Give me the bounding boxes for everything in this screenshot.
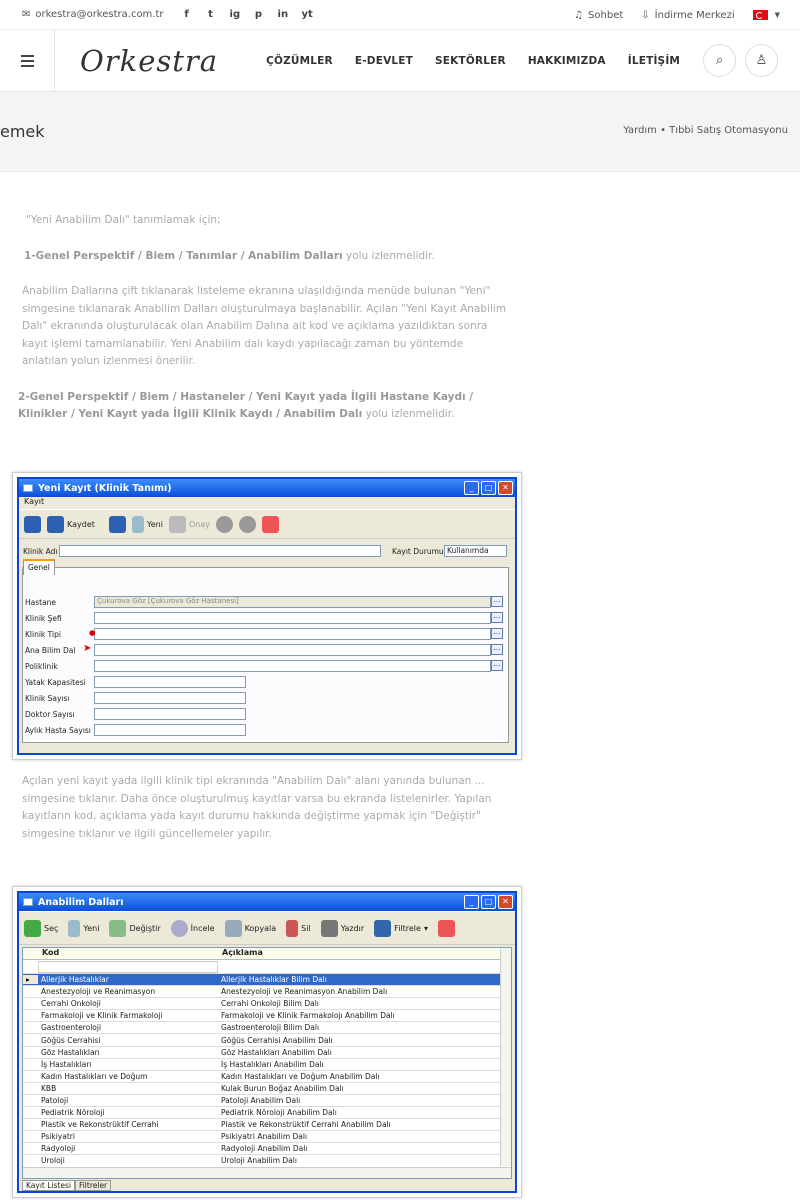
- minimize-icon[interactable]: _: [464, 895, 479, 909]
- cell-kod: Pediatrik Nöroloji: [41, 1108, 105, 1118]
- cell-aciklama: Anestezyoloji ve Reanimasyon Anabilim Dalı: [221, 987, 388, 997]
- field-input[interactable]: [94, 724, 246, 736]
- new-doc-icon: [68, 920, 80, 937]
- social-links: [182, 9, 312, 20]
- page-title: emek: [0, 122, 45, 141]
- table-row[interactable]: [23, 1047, 511, 1059]
- down-icon[interactable]: [239, 516, 256, 533]
- table-row[interactable]: [23, 1095, 511, 1107]
- field-label: Ana Bilim Dal: [25, 646, 76, 655]
- field-input[interactable]: Çukurova Göz [Çukurova Göz Hastanesi]: [94, 596, 491, 608]
- copy-icon: [225, 920, 242, 937]
- nav-item-solutions[interactable]: ÇÖZÜMLER: [266, 54, 333, 67]
- arrow-indicator-icon: ➤: [83, 643, 92, 654]
- cell-kod: Üroloji: [41, 1156, 65, 1166]
- cell-aciklama: Kadın Hastalıkları ve Doğum Anabilim Dalı: [221, 1071, 380, 1081]
- menu-kayit[interactable]: Kayıt: [19, 497, 515, 509]
- youtube-icon[interactable]: yt: [301, 9, 313, 20]
- label: Kayıt Durumu: [392, 547, 444, 556]
- field-label: Yatak Kapasitesi: [25, 678, 86, 687]
- delete-icon: [286, 920, 298, 937]
- user-icon[interactable]: ♙: [745, 44, 778, 77]
- cell-aciklama: Radyoloji Anabilim Dalı: [221, 1144, 308, 1154]
- cell-aciklama: Gastroenteroloji Bilim Dalı: [221, 1023, 320, 1033]
- degistir-button[interactable]: Değiştir: [109, 920, 160, 937]
- toolbar: [19, 911, 515, 945]
- table-row[interactable]: [23, 998, 511, 1010]
- cell-kod: Patoloji: [41, 1095, 69, 1105]
- cell-kod: Farmakoloji ve Klinik Farmakoloji: [41, 1011, 163, 1021]
- field-input[interactable]: [94, 660, 491, 672]
- field-input[interactable]: [94, 708, 246, 720]
- label: Klinik Adı: [23, 547, 58, 556]
- flag-icon: [753, 10, 768, 20]
- window-title: Yeni Kayıt (Klinik Tanımı): [38, 482, 172, 494]
- cell-kod: Cerrahi Onkoloji: [41, 999, 101, 1009]
- cell-kod: Plastik ve Rekonstrüktif Cerrahi: [41, 1120, 159, 1130]
- klinik-adi-input[interactable]: [59, 545, 381, 557]
- main-header: [0, 30, 800, 92]
- horizontal-scrollbar[interactable]: [23, 1167, 511, 1178]
- yazdir-button[interactable]: Yazdır: [321, 920, 364, 937]
- col-header-aciklama[interactable]: Açıklama: [222, 948, 263, 957]
- col-header-kod[interactable]: Kod: [42, 948, 60, 957]
- cell-aciklama: Psikiyatri Anabilim Dalı: [221, 1132, 308, 1142]
- filtrele-button[interactable]: Filtrele ▾: [374, 920, 428, 937]
- new-doc-icon: [132, 516, 144, 533]
- cell-kod: Allerjik Hastalıklar: [41, 975, 109, 985]
- table-row[interactable]: [23, 1034, 511, 1046]
- field-input[interactable]: [94, 644, 491, 656]
- kayit-durumu-select[interactable]: Kullanımda: [444, 545, 507, 557]
- table-row[interactable]: [23, 1155, 511, 1167]
- table-row[interactable]: [23, 1131, 511, 1143]
- cell-aciklama: Pediatrik Nöroloji Anabilim Dalı: [221, 1108, 337, 1118]
- kopyala-button[interactable]: Kopyala: [225, 920, 277, 937]
- field-input[interactable]: [94, 628, 491, 640]
- mail-icon: ✉: [22, 9, 31, 20]
- top-bar: [0, 0, 800, 30]
- lookup-button[interactable]: ...: [491, 628, 503, 639]
- field-label: Klinik Tipi: [25, 630, 61, 639]
- caret-down-icon: ▼: [774, 11, 780, 19]
- window-title: Anabilim Dalları: [38, 896, 124, 908]
- cell-kod: Anestezyoloji ve Reanimasyon: [41, 987, 156, 997]
- save-icon[interactable]: [24, 516, 41, 533]
- required-icon: ●: [89, 628, 96, 637]
- field-label: Klinik Sayısı: [25, 694, 70, 703]
- language-select[interactable]: [753, 10, 780, 20]
- cell-aciklama: Plastik ve Rekonstrüktif Cerrahi Anabilim Dalı: [221, 1120, 391, 1130]
- main-nav: [266, 55, 680, 67]
- cell-kod: Radyoloji: [41, 1144, 76, 1154]
- yeni-button[interactable]: Yeni: [132, 516, 163, 533]
- window-yeni-kayit: [17, 477, 517, 755]
- table-row[interactable]: [23, 1071, 511, 1083]
- breadcrumb[interactable]: Yardım • Tıbbi Satış Otomasyonu: [623, 125, 788, 136]
- check-icon[interactable]: [438, 920, 455, 937]
- magnifier-icon: [171, 920, 188, 937]
- cell-kod: Göz Hastalıkları: [41, 1047, 100, 1057]
- support-link[interactable]: ♫ Sohbet: [574, 9, 624, 21]
- cell-kod: Kadın Hastalıkları ve Doğum: [41, 1071, 148, 1081]
- save-icon: [47, 516, 64, 533]
- lookup-button[interactable]: ...: [491, 612, 503, 623]
- field-label: Klinik Şefi: [25, 614, 62, 623]
- cell-kod: KBB: [41, 1083, 57, 1093]
- nav-item-contact[interactable]: İLETİŞİM: [627, 54, 681, 67]
- table-row[interactable]: [23, 1059, 511, 1071]
- cell-aciklama: Cerrahi Onkoloji Bilim Dalı: [221, 999, 319, 1009]
- field-input[interactable]: [94, 612, 491, 624]
- table-row[interactable]: [23, 986, 511, 998]
- logo[interactable]: Orkestra: [80, 43, 219, 78]
- lookup-button[interactable]: ...: [491, 596, 503, 607]
- twitter-icon[interactable]: t: [208, 9, 213, 20]
- table-row[interactable]: [23, 1022, 511, 1034]
- edit-icon: [109, 920, 126, 937]
- check-icon: [24, 920, 41, 937]
- linkedin-icon[interactable]: in: [277, 9, 289, 20]
- download-link[interactable]: ⇩ İndirme Merkezi: [641, 9, 735, 21]
- tab-kayit-listesi[interactable]: Kayıt Listesi: [22, 1180, 75, 1191]
- check-icon[interactable]: [262, 516, 279, 533]
- pinterest-icon[interactable]: p: [254, 9, 263, 20]
- onay-button[interactable]: Onay: [169, 516, 210, 533]
- page-hero: [0, 92, 800, 172]
- menu-icon[interactable]: [0, 30, 55, 92]
- paragraph: 1-Genel Perspektif / Biem / Tanımlar / Anabilim Dalları yolu izlenmelidir.: [24, 249, 435, 262]
- article-body: [18, 212, 508, 442]
- cell-aciklama: Kulak Burun Boğaz Anabilim Dalı: [221, 1083, 344, 1093]
- field-label: Aylık Hasta Sayısı: [25, 726, 91, 735]
- article-body-2: [22, 773, 507, 861]
- cell-aciklama: Üroloji Anabilim Dalı: [221, 1156, 297, 1166]
- screenshot-klinik: [12, 472, 522, 760]
- cell-aciklama: İş Hastalıkları Anabilim Dalı: [221, 1059, 324, 1069]
- yeni-button[interactable]: Yeni: [68, 920, 99, 937]
- close-icon[interactable]: ✕: [498, 895, 513, 909]
- tab-genel[interactable]: Genel: [23, 559, 55, 575]
- cell-kod: Göğüs Cerrahisi: [41, 1035, 101, 1045]
- maximize-icon[interactable]: □: [481, 895, 496, 909]
- filter-icon: [374, 920, 391, 937]
- maximize-icon[interactable]: □: [481, 481, 496, 495]
- instagram-icon[interactable]: ig: [229, 9, 241, 20]
- cell-aciklama: Patoloji Anabilim Dalı: [221, 1095, 301, 1105]
- facebook-icon[interactable]: f: [184, 9, 189, 20]
- up-icon[interactable]: [216, 516, 233, 533]
- toolbar: [19, 509, 515, 539]
- data-grid: [22, 947, 512, 1179]
- lookup-button[interactable]: ...: [491, 644, 503, 655]
- paragraph: Açılan yeni kayıt yada ilgili klinik tipi ekranında "Anabilim Dalı" alanı yanında bulunan ... simgesine tıklanır. Daha önce oluşturulmuş kayıtlar varsa bu ekranda listelenirler. Yapılan kayıtların kod, açıklama yada kayıt durumu hakkında değiştirme yapmak için "Değiştir" simgesine tıklanır ve ilgili güncellemeler yapılır.: [22, 775, 492, 840]
- cell-kod: İş Hastalıkları: [41, 1059, 92, 1069]
- bell-icon: ♫: [574, 9, 584, 21]
- field-label: Hastane: [25, 598, 57, 607]
- cell-aciklama: Farmakoloji ve Klinik Farmakolojı Anabilim Dalı: [221, 1011, 395, 1021]
- vertical-scrollbar[interactable]: [500, 948, 511, 1166]
- save-new-icon[interactable]: [109, 516, 126, 533]
- close-icon[interactable]: ✕: [498, 481, 513, 495]
- window-anabilim-dallari: [17, 891, 517, 1193]
- table-row[interactable]: [23, 1083, 511, 1095]
- field-label: Poliklinik: [25, 662, 58, 671]
- paragraph: "Yeni Anabilim Dalı" tanımlamak için;: [26, 214, 221, 226]
- field-input[interactable]: [94, 676, 246, 688]
- kaydet-button[interactable]: Kaydet: [47, 516, 95, 533]
- cell-aciklama: Göğüs Cerrahisi Anabilim Dalı: [221, 1035, 333, 1045]
- table-row[interactable]: [23, 1119, 511, 1131]
- lookup-button[interactable]: ...: [491, 660, 503, 671]
- cell-kod: Gastroenteroloji: [41, 1023, 102, 1033]
- field-label: Doktor Sayısı: [25, 710, 75, 719]
- cell-kod: Psikiyatri: [41, 1132, 75, 1142]
- table-row[interactable]: ▸ Allerjik Hastalıklar Allerjik Hastalıklar Bilim Dalı: [23, 974, 511, 986]
- table-row[interactable]: [23, 1107, 511, 1119]
- table-row[interactable]: [23, 1143, 511, 1155]
- approve-icon: [169, 516, 186, 533]
- table-row[interactable]: [23, 1010, 511, 1022]
- minimize-icon[interactable]: _: [464, 481, 479, 495]
- sil-button[interactable]: Sil: [286, 920, 311, 937]
- search-icon[interactable]: ⌕: [703, 44, 736, 77]
- nav-item-sectors[interactable]: SEKTÖRLER: [435, 54, 506, 67]
- cell-aciklama: Allerjik Hastalıklar Bilim Dalı: [221, 975, 327, 985]
- nav-item-about[interactable]: HAKKIMIZDA: [527, 54, 606, 67]
- cell-aciklama: Göz Hastalıkları Anabilim Dalı: [221, 1047, 332, 1057]
- paragraph: Anabilim Dallarına çift tıklanarak listeleme ekranına ulaşıldığında menüde bulunan "Yeni" simgesine tıklanarak Anabilim Dalları oluşturulmaya başlanabilir. Açılan "Yeni Kayıt Anabilim Dalı" ekranında oluşturulacak olan Anabilim Dalına ait kod ve açıklama yazıldıktan sonra kayıt işlemi tamamlanabilir. Yeni Anabilim dalı kaydı yapılacağı zaman bu yöntemde anlatılan yolun izlenmesi önerilir.: [22, 285, 507, 367]
- incele-button[interactable]: İncele: [171, 920, 215, 937]
- download-icon: ⇩: [641, 9, 650, 21]
- nav-item-edevlet[interactable]: E-DEVLET: [354, 54, 414, 67]
- field-input[interactable]: [94, 692, 246, 704]
- printer-icon: [321, 920, 338, 937]
- email-link[interactable]: ✉ orkestra@orkestra.com.tr: [22, 9, 164, 20]
- tab-filtreler[interactable]: Filtreler: [75, 1180, 111, 1191]
- paragraph: 2-Genel Perspektif / Biem / Hastaneler / Yeni Kayıt yada İlgili Hastane Kaydı / Klinikler / Yeni Kayıt yada İlgili Klinik Kaydı / Anabilim Dalı yolu izlenmelidir.: [18, 390, 474, 420]
- screenshot-anabilim: [12, 886, 522, 1198]
- sec-button[interactable]: Seç: [24, 920, 58, 937]
